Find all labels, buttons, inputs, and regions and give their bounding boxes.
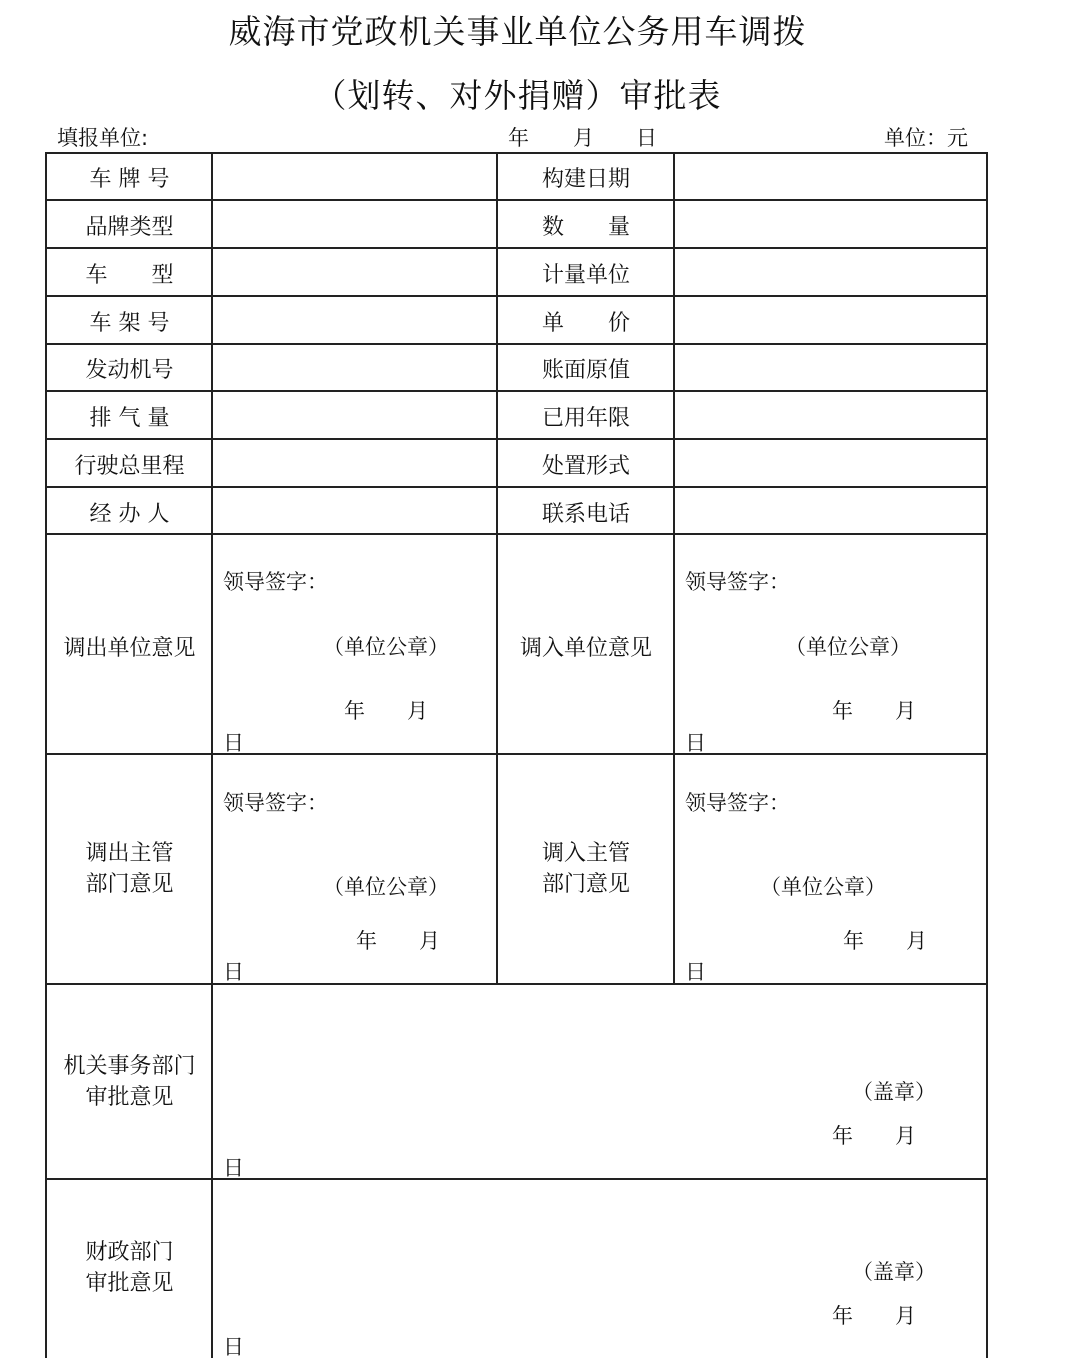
affairs-stamp: （盖章） xyxy=(852,1080,936,1104)
label-finance-line1: 财政部门 xyxy=(85,1240,174,1265)
label-quantity: 数 量 xyxy=(541,215,630,240)
label-finance-line2: 审批意见 xyxy=(85,1271,174,1296)
in-dept-seal: （单位公章） xyxy=(760,875,886,899)
table-row-line xyxy=(45,247,988,249)
label-disposal-form: 处置形式 xyxy=(541,454,630,479)
label-out-unit-opinion: 调出单位意见 xyxy=(63,636,196,661)
label-engine-number: 发动机号 xyxy=(85,358,174,383)
label-brand-type: 品牌类型 xyxy=(85,215,174,240)
label-measure-unit: 计量单位 xyxy=(541,263,630,288)
table-row-line xyxy=(45,533,988,535)
label-build-date: 构建日期 xyxy=(541,167,630,192)
table-row-line xyxy=(45,343,988,345)
fill-unit-label: 填报单位: xyxy=(57,126,149,150)
table-row-line xyxy=(45,438,988,440)
label-plate-number: 车 牌 号 xyxy=(89,167,170,192)
affairs-day: 日 xyxy=(223,1156,244,1180)
label-out-dept-line1: 调出主管 xyxy=(85,841,174,866)
label-book-value: 账面原值 xyxy=(541,358,630,383)
label-model: 车 型 xyxy=(85,263,174,288)
out-dept-seal: （单位公章） xyxy=(323,875,449,899)
in-unit-day: 日 xyxy=(685,731,706,755)
table-row-line xyxy=(45,1178,988,1180)
label-in-dept-opinion xyxy=(498,838,674,900)
form-title-line2: （划转、对外捐赠）审批表 xyxy=(313,76,722,115)
out-dept-day: 日 xyxy=(223,960,244,984)
label-finance-opinion xyxy=(47,1237,212,1299)
label-total-mileage: 行驶总里程 xyxy=(74,454,185,479)
label-vin: 车 架 号 xyxy=(89,311,170,336)
date-year-label: 年 xyxy=(508,126,529,150)
date-day-label: 日 xyxy=(636,126,657,150)
out-dept-leader-sign: 领导签字： xyxy=(223,791,328,815)
affairs-year-month: 年 月 xyxy=(832,1124,916,1148)
in-unit-seal: （单位公章） xyxy=(785,635,911,659)
label-in-dept-line2: 部门意见 xyxy=(541,872,630,897)
label-contact-phone: 联系电话 xyxy=(541,502,630,527)
label-in-dept-line1: 调入主管 xyxy=(541,841,630,866)
out-unit-day: 日 xyxy=(223,731,244,755)
label-out-dept-opinion xyxy=(47,838,212,900)
table-row-line xyxy=(45,199,988,201)
table-row-line xyxy=(45,390,988,392)
in-dept-year-month: 年 月 xyxy=(843,929,927,953)
in-unit-leader-sign: 领导签字： xyxy=(685,570,790,594)
label-years-used: 已用年限 xyxy=(541,406,630,431)
label-handler: 经 办 人 xyxy=(89,502,170,527)
out-unit-year-month: 年 月 xyxy=(344,699,428,723)
label-affairs-line1: 机关事务部门 xyxy=(63,1054,196,1079)
finance-stamp: （盖章） xyxy=(852,1260,936,1284)
out-unit-leader-sign: 领导签字： xyxy=(223,570,328,594)
label-in-unit-opinion: 调入单位意见 xyxy=(519,636,652,661)
label-affairs-opinion xyxy=(47,1051,212,1113)
table-row-line xyxy=(45,486,988,488)
currency-unit-label: 单位：元 xyxy=(884,126,968,150)
label-displacement: 排 气 量 xyxy=(89,406,170,431)
date-month-label: 月 xyxy=(573,126,594,150)
label-affairs-line2: 审批意见 xyxy=(85,1085,174,1110)
out-dept-year-month: 年 月 xyxy=(356,929,440,953)
table-row-line xyxy=(45,295,988,297)
label-unit-price: 单 价 xyxy=(541,311,630,336)
table-border-top xyxy=(45,152,988,154)
in-dept-leader-sign: 领导签字： xyxy=(685,791,790,815)
in-unit-year-month: 年 月 xyxy=(832,699,916,723)
form-title-line1: 威海市党政机关事业单位公务用车调拨 xyxy=(228,12,807,51)
table-row-line xyxy=(45,753,988,755)
finance-year-month: 年 月 xyxy=(832,1304,916,1328)
out-unit-seal: （单位公章） xyxy=(323,635,449,659)
in-dept-day: 日 xyxy=(685,960,706,984)
label-out-dept-line2: 部门意见 xyxy=(85,872,174,897)
table-row-line xyxy=(45,983,988,985)
finance-day: 日 xyxy=(223,1335,244,1359)
